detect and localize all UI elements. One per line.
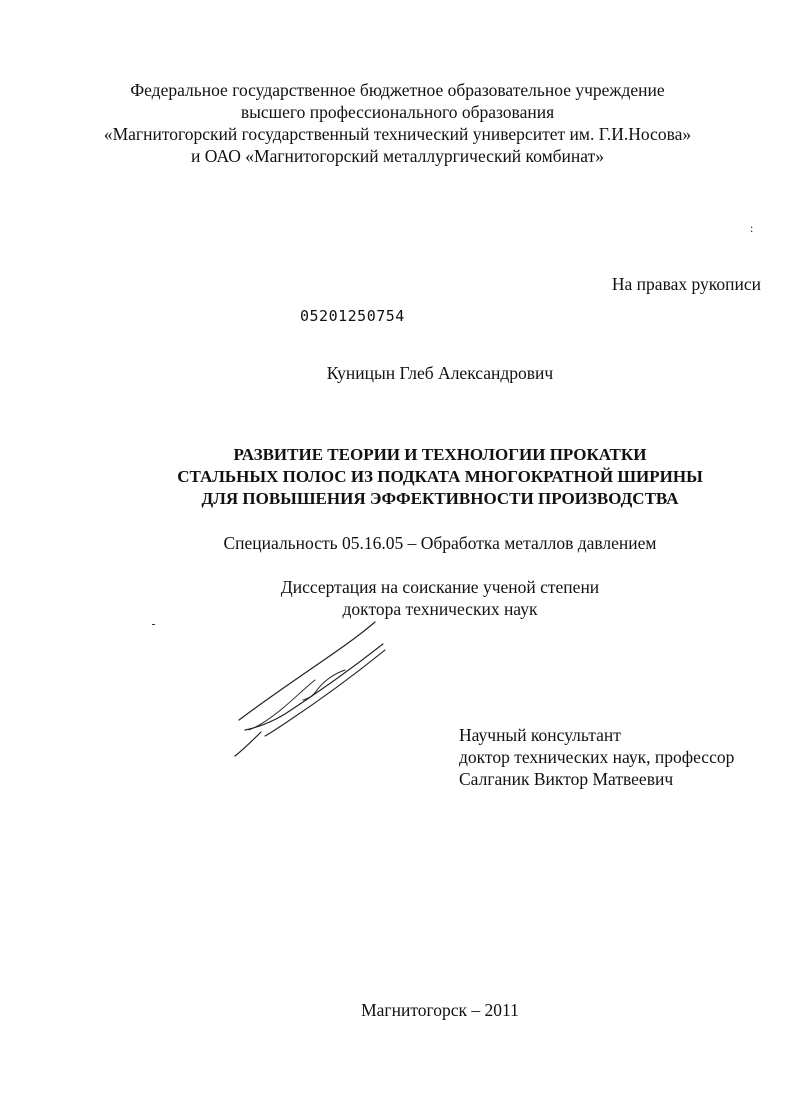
degree-line-1: Диссертация на соискание ученой степени [280, 577, 600, 597]
dissertation-title [0, 444, 795, 510]
city-year: Магнитогорск – 2011 [361, 1000, 519, 1020]
advisor-name: Салганик Виктор Матвеевич [459, 769, 674, 789]
advisor-credentials: доктор технических наук, профессор [459, 747, 735, 767]
degree-line-2: доктора технических наук [342, 599, 538, 619]
degree-statement [0, 576, 795, 620]
rights-notice: На правах рукописи [611, 274, 761, 294]
specialty-line: Специальность 05.16.05 – Обработка металлов давлением [223, 533, 657, 553]
title-line-1: РАЗВИТИЕ ТЕОРИИ И ТЕХНОЛОГИИ ПРОКАТКИ [233, 445, 647, 464]
advisor-role: Научный консультант [459, 725, 621, 745]
signature-stroke-1 [239, 622, 375, 720]
institution-line-3: «Магнитогорский государственный технический университет им. Г.И.Носова» [103, 124, 692, 144]
institution-line-1: Федеральное государственное бюджетное образовательное учреждение [130, 80, 665, 100]
institution-header [0, 79, 795, 167]
title-line-2: СТАЛЬНЫХ ПОЛОС ИЗ ПОДКАТА МНОГОКРАТНОЙ ШИРИНЫ [177, 467, 703, 486]
margin-mark: : [750, 221, 754, 235]
serial-number: 05201250754 [300, 307, 405, 325]
title-line-3: ДЛЯ ПОВЫШЕНИЯ ЭФФЕКТИВНОСТИ ПРОИЗВОДСТВА [201, 489, 679, 508]
institution-line-4: и ОАО «Магнитогорский металлургический комбинат» [190, 146, 605, 166]
author-signature [225, 618, 395, 763]
signature-stroke-3 [265, 650, 385, 736]
author-name: Куницын Глеб Александрович [326, 363, 554, 383]
scan-speck [152, 624, 155, 625]
signature-stroke-2 [245, 644, 383, 730]
signature-stroke-5 [235, 732, 261, 756]
scientific-advisor [459, 724, 734, 790]
institution-line-2: высшего профессионального образования [240, 102, 555, 122]
